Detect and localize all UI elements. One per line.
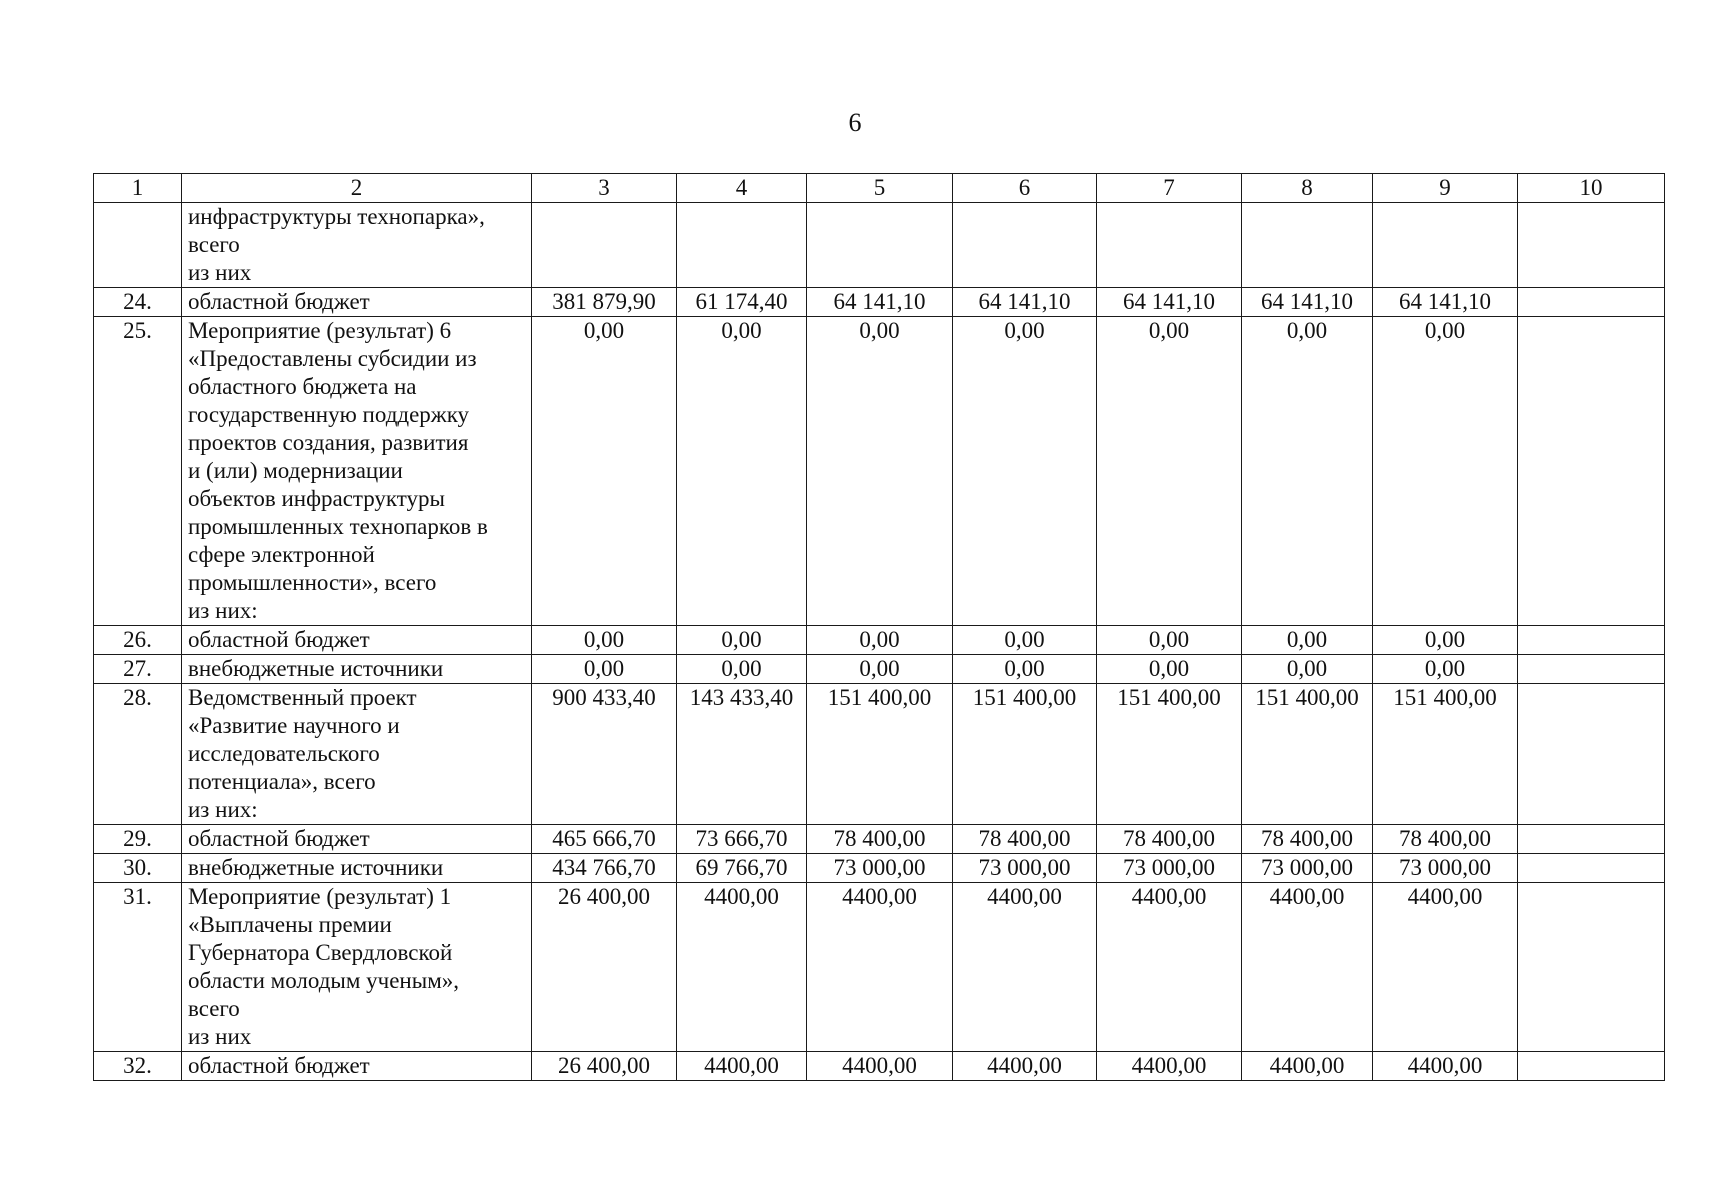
column-header: 1 [94, 174, 182, 203]
value-cell: 4400,00 [807, 883, 953, 1052]
column-header: 4 [677, 174, 807, 203]
value-cell: 434 766,70 [532, 854, 677, 883]
value-cell [807, 203, 953, 288]
value-cell: 64 141,10 [1373, 288, 1518, 317]
table-row [94, 1052, 1665, 1081]
value-cell: 4400,00 [1097, 883, 1242, 1052]
value-cell [1518, 288, 1665, 317]
value-cell: 0,00 [1373, 655, 1518, 684]
value-cell: 78 400,00 [1242, 825, 1373, 854]
row-name: внебюджетные источники [182, 854, 532, 883]
value-cell: 465 666,70 [532, 825, 677, 854]
value-cell: 4400,00 [1242, 883, 1373, 1052]
value-cell [677, 203, 807, 288]
value-cell: 0,00 [953, 317, 1097, 626]
value-cell: 0,00 [1097, 317, 1242, 626]
value-cell: 4400,00 [953, 1052, 1097, 1081]
row-name: Ведомственный проект «Развитие научного и исследовательского потенциала», всего из них: [182, 684, 532, 825]
value-cell: 151 400,00 [953, 684, 1097, 825]
value-cell: 61 174,40 [677, 288, 807, 317]
value-cell: 0,00 [807, 626, 953, 655]
value-cell: 64 141,10 [1097, 288, 1242, 317]
row-name: областной бюджет [182, 626, 532, 655]
value-cell: 78 400,00 [953, 825, 1097, 854]
table-row [94, 288, 1665, 317]
row-number [94, 203, 182, 288]
value-cell: 4400,00 [1097, 1052, 1242, 1081]
column-header: 3 [532, 174, 677, 203]
value-cell [1518, 655, 1665, 684]
value-cell: 0,00 [1373, 626, 1518, 655]
value-cell [1518, 317, 1665, 626]
value-cell: 4400,00 [1373, 883, 1518, 1052]
value-cell: 73 666,70 [677, 825, 807, 854]
table-row [94, 854, 1665, 883]
value-cell [1518, 1052, 1665, 1081]
value-cell: 0,00 [1242, 626, 1373, 655]
value-cell [1518, 825, 1665, 854]
value-cell: 0,00 [677, 317, 807, 626]
value-cell: 4400,00 [677, 1052, 807, 1081]
row-number: 32. [94, 1052, 182, 1081]
value-cell [1518, 684, 1665, 825]
row-name: инфраструктуры технопарка», всего из них [182, 203, 532, 288]
value-cell: 73 000,00 [1242, 854, 1373, 883]
value-cell: 143 433,40 [677, 684, 807, 825]
value-cell [1373, 203, 1518, 288]
row-name: областной бюджет [182, 1052, 532, 1081]
budget-table [93, 173, 1665, 1081]
value-cell [1097, 203, 1242, 288]
value-cell: 151 400,00 [1242, 684, 1373, 825]
value-cell [1518, 626, 1665, 655]
value-cell [1518, 883, 1665, 1052]
table-row [94, 655, 1665, 684]
value-cell [1242, 203, 1373, 288]
value-cell: 73 000,00 [807, 854, 953, 883]
page-number: 6 [848, 108, 862, 137]
row-number: 29. [94, 825, 182, 854]
row-name: областной бюджет [182, 825, 532, 854]
value-cell: 0,00 [532, 626, 677, 655]
column-header: 6 [953, 174, 1097, 203]
row-number: 24. [94, 288, 182, 317]
value-cell: 73 000,00 [1097, 854, 1242, 883]
row-name: Мероприятие (результат) 6 «Предоставлены субсидии из областного бюджета на государственную поддержку проектов создания, развития и (или) модернизации объектов инфраструктуры промышленных технопарков в сфере электронной промышленности», всего из них: [182, 317, 532, 626]
value-cell: 900 433,40 [532, 684, 677, 825]
row-number: 25. [94, 317, 182, 626]
value-cell: 78 400,00 [1373, 825, 1518, 854]
value-cell [953, 203, 1097, 288]
table-header-row [94, 174, 1665, 203]
value-cell: 4400,00 [1242, 1052, 1373, 1081]
value-cell: 0,00 [532, 655, 677, 684]
value-cell: 78 400,00 [1097, 825, 1242, 854]
value-cell: 26 400,00 [532, 1052, 677, 1081]
column-header: 5 [807, 174, 953, 203]
value-cell [1518, 203, 1665, 288]
row-name: внебюджетные источники [182, 655, 532, 684]
row-number: 27. [94, 655, 182, 684]
value-cell: 0,00 [807, 655, 953, 684]
value-cell: 64 141,10 [807, 288, 953, 317]
table-row [94, 626, 1665, 655]
row-name: Мероприятие (результат) 1 «Выплачены премии Губернатора Свердловской области молодым ученым», всего из них [182, 883, 532, 1052]
value-cell: 0,00 [532, 317, 677, 626]
value-cell: 151 400,00 [1373, 684, 1518, 825]
value-cell: 0,00 [953, 626, 1097, 655]
value-cell: 0,00 [1097, 655, 1242, 684]
table-row [94, 883, 1665, 1052]
value-cell: 73 000,00 [1373, 854, 1518, 883]
value-cell: 64 141,10 [953, 288, 1097, 317]
value-cell: 4400,00 [807, 1052, 953, 1081]
value-cell: 0,00 [1242, 317, 1373, 626]
value-cell: 0,00 [807, 317, 953, 626]
row-number: 28. [94, 684, 182, 825]
row-name: областной бюджет [182, 288, 532, 317]
value-cell: 0,00 [1097, 626, 1242, 655]
row-number: 31. [94, 883, 182, 1052]
value-cell: 73 000,00 [953, 854, 1097, 883]
value-cell: 0,00 [677, 655, 807, 684]
table-row [94, 203, 1665, 288]
column-header: 10 [1518, 174, 1665, 203]
value-cell: 4400,00 [677, 883, 807, 1052]
value-cell [1518, 854, 1665, 883]
value-cell: 4400,00 [1373, 1052, 1518, 1081]
value-cell: 0,00 [1373, 317, 1518, 626]
row-number: 30. [94, 854, 182, 883]
value-cell: 64 141,10 [1242, 288, 1373, 317]
table-row [94, 317, 1665, 626]
value-cell: 0,00 [1242, 655, 1373, 684]
table-row [94, 684, 1665, 825]
value-cell [532, 203, 677, 288]
value-cell: 0,00 [677, 626, 807, 655]
value-cell: 69 766,70 [677, 854, 807, 883]
row-number: 26. [94, 626, 182, 655]
column-header: 2 [182, 174, 532, 203]
table-row [94, 825, 1665, 854]
value-cell: 78 400,00 [807, 825, 953, 854]
column-header: 7 [1097, 174, 1242, 203]
column-header: 8 [1242, 174, 1373, 203]
value-cell: 381 879,90 [532, 288, 677, 317]
value-cell: 151 400,00 [1097, 684, 1242, 825]
value-cell: 0,00 [953, 655, 1097, 684]
value-cell: 151 400,00 [807, 684, 953, 825]
column-header: 9 [1373, 174, 1518, 203]
value-cell: 4400,00 [953, 883, 1097, 1052]
value-cell: 26 400,00 [532, 883, 677, 1052]
